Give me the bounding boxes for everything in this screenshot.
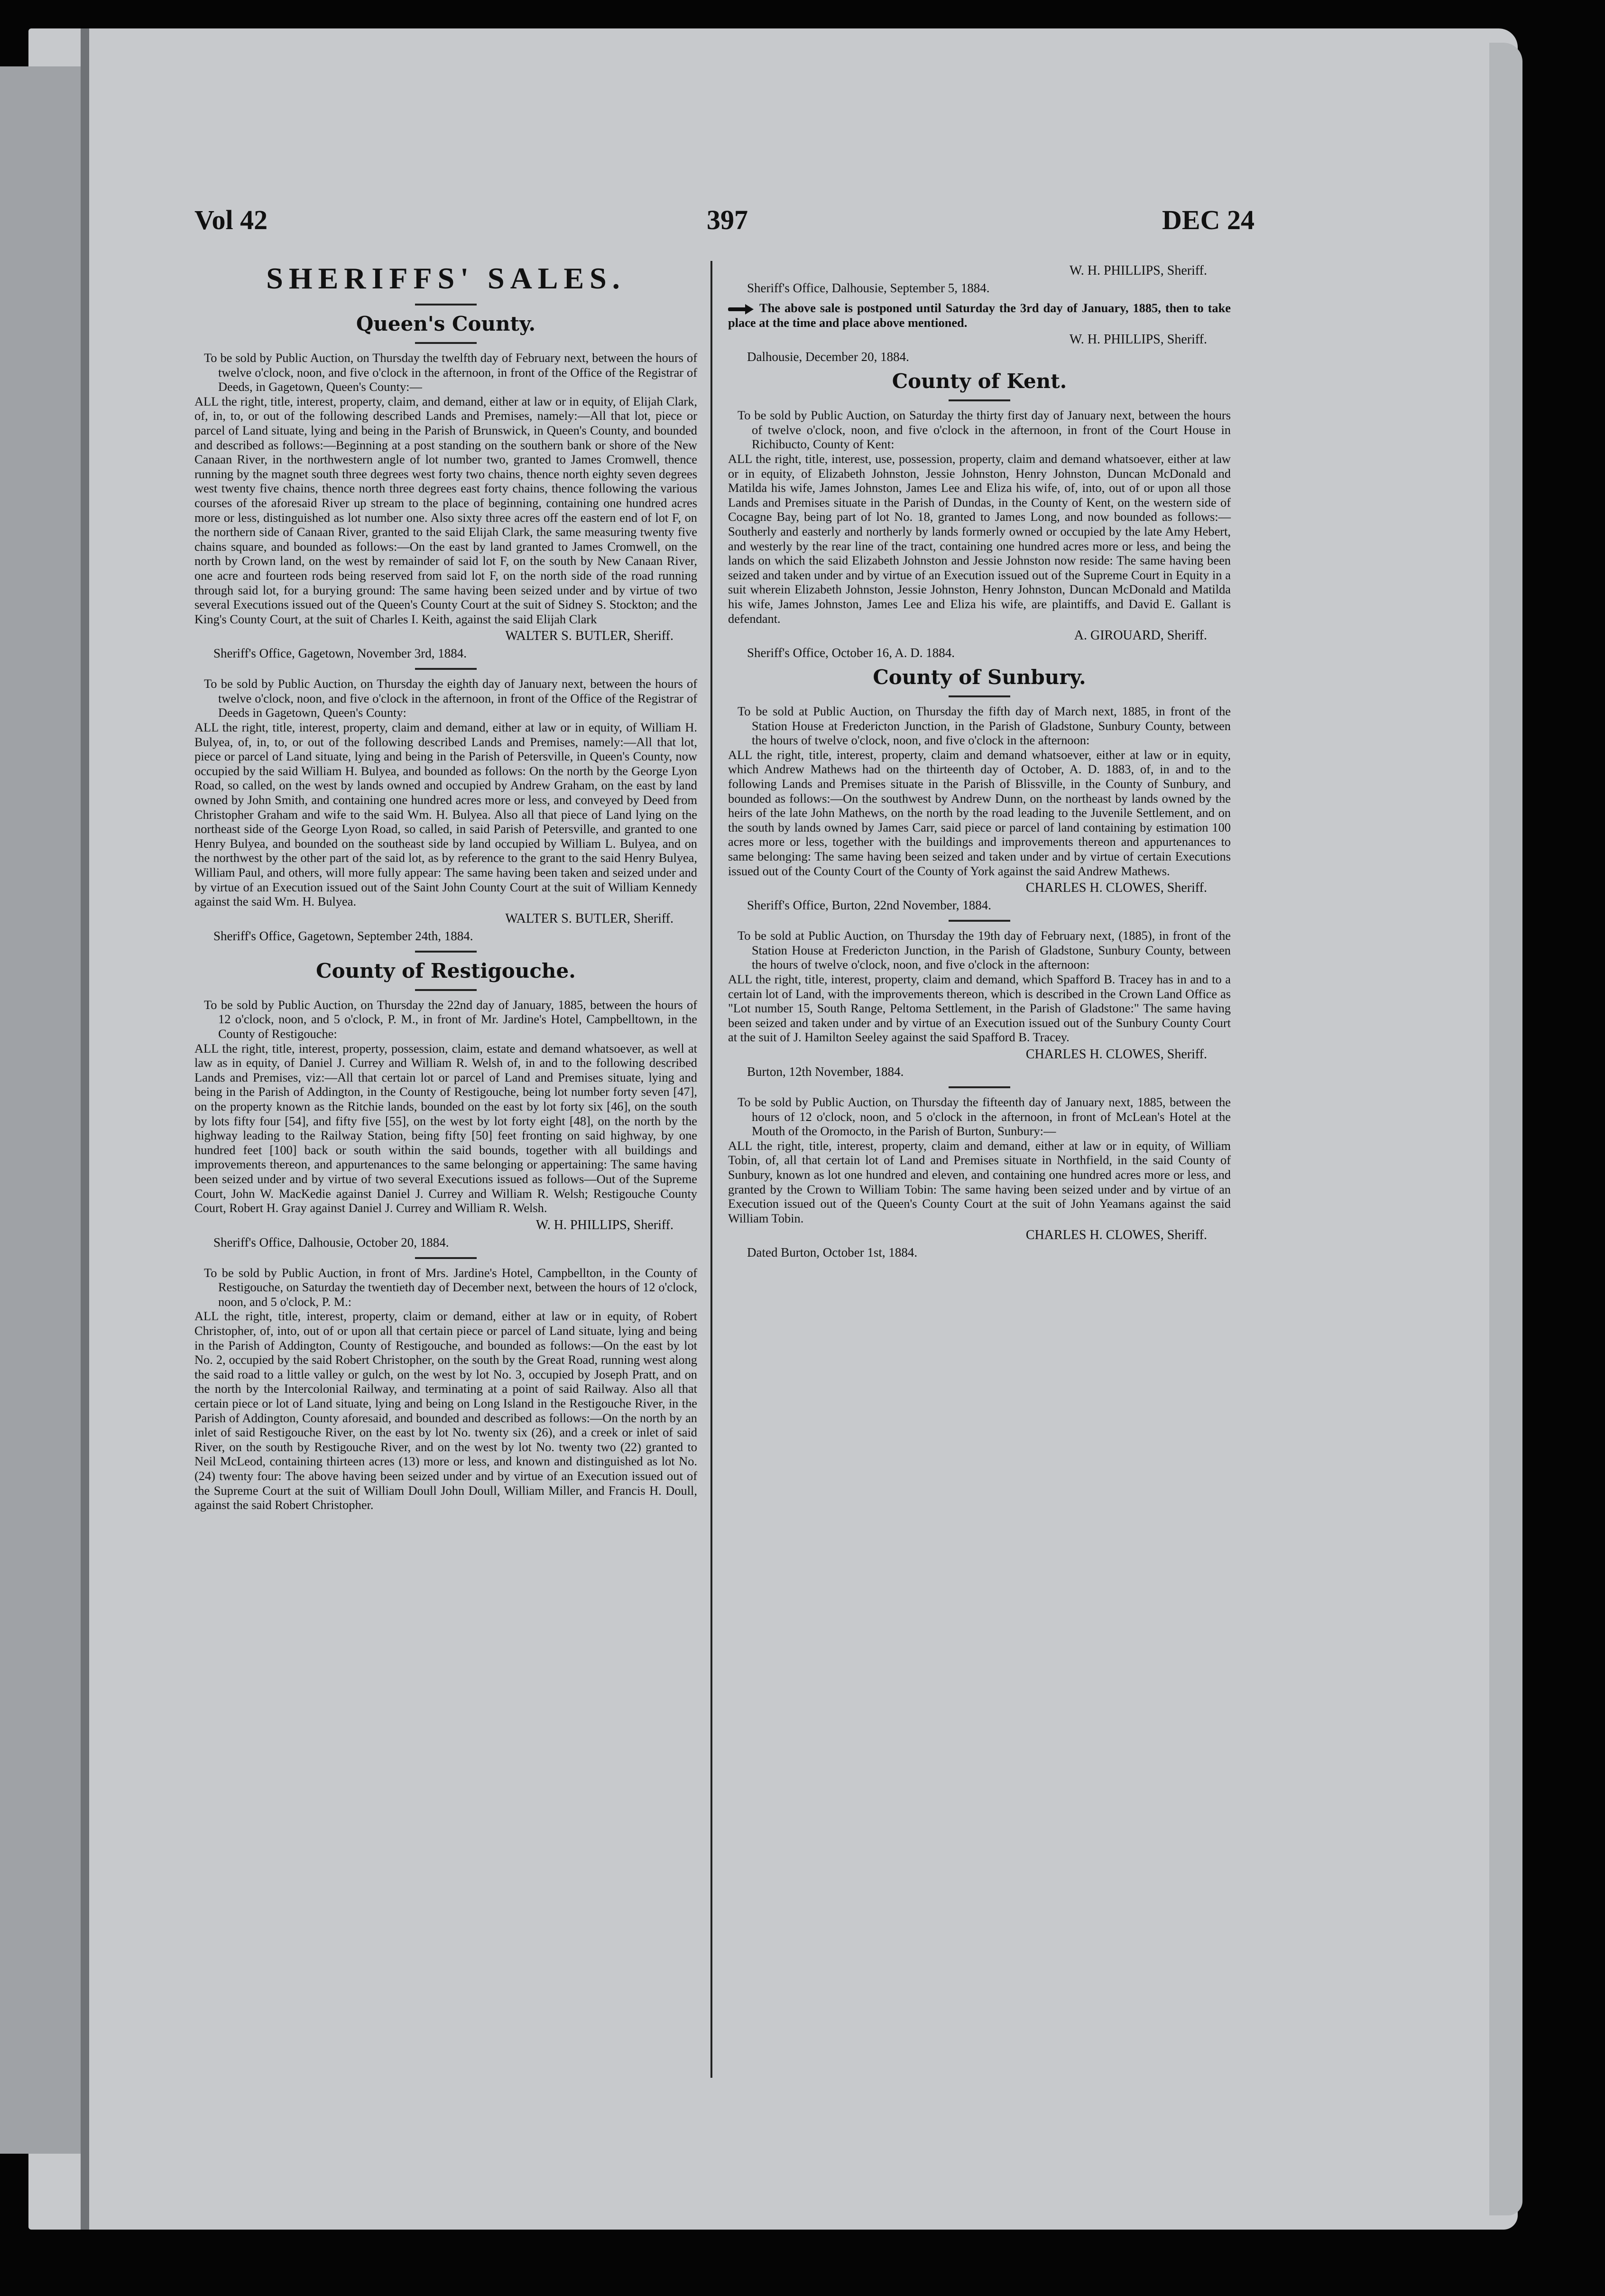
county-heading: County of Kent. (892, 370, 1067, 393)
notice-dateline: Dalhousie, December 20, 1884. (747, 350, 909, 364)
sheriff-signature: CHARLES H. CLOWES, Sheriff. (1025, 1228, 1207, 1243)
notice-dateline: Sheriff's Office, Gagetown, September 24th, 1884. (213, 928, 473, 943)
sheriff-signature: W. H. PHILLIPS, Sheriff. (535, 1217, 673, 1232)
sheriff-signature: W. H. PHILLIPS, Sheriff. (1069, 263, 1207, 278)
notice-dateline: Dated Burton, October 1st, 1884. (747, 1245, 918, 1260)
notice-lead: To be sold by Public Auction, on Thursday the eighth day of January next, between the hours of twelve o'clock, noon, and five o'clock in the afternoon, in front of the Office of the Registrar of Deeds in Gagetown, Queen's County: (204, 676, 697, 720)
notice-body: ALL the right, title, interest, property, claim and demand whatsoever, either at law or in equity, which Andrew Mathews had on the thirteenth day of October, A. D. 1883, of, in and to the following Lands and Premises situate in the Parish of Blissville, in the County of Sunbury, and bounded as follows:—On the southwest by Andrew Dunn, on the northeast by lands owned by the heirs of the late John Mathews, on the north by the road leading to the Juvenile Settlement, and on the south by lands owned by James Carr, said piece or parcel of land containing by estimation 100 acres more or less, together with the buildings and improvements thereon and appurtenances to same belonging: The same having been seized and taken under and by virtue of certain Executions issued out of the County Court of the County of York against the said Andrew Mathews. (728, 747, 1231, 878)
notice-dateline: Sheriff's Office, October 16, A. D. 1884. (747, 646, 955, 660)
notice-queens-2 (194, 676, 697, 944)
notice-kent (728, 370, 1231, 661)
right-column (728, 261, 1231, 1265)
binding-gutter (81, 28, 89, 2230)
notice-body: ALL the right, title, interest, property, claim, and demand, either at law or in equity, of Elijah Clark, of, in, to, or out of the following described Lands and Premises, namely:—All that lot, piece or parcel of Land situate, lying and being in the Parish of Brunswick, in Queen's County, and bounded and described as follows:—Beginning at a post standing on the southern bank or shore of the New Canaan River, in the northwestern angle of lot number two, granted to James Cromwell, thence running by the magnet south three degrees west forty two chains, thence north eighty seven degrees west twenty five chains, thence north three degrees east forty chains, thence following the various courses of the aforesaid River up stream to the place of beginning, containing one hundred acres more or less, distinguished as lot number one. Also sixty three acres off the eastern end of lot F, on the northern side of Canaan River, granted to the said Elijah Clark, the same measuring twenty five chains square, and bounded as follows:—On the east by land granted to James Cromwell, on the north by Crown land, on the west by remainder of said lot F, on the south by New Canaan River, one acre and fourteen rods being reserved from said lot F, on the north side of the road running through said lot, for a burying ground: The same having been seized under and by virtue of two several Executions issued out of the Queen's County Court at the suit of Sidney S. Stockton; and the King's County Court, at the suit of Charles I. Keith, against the said Elijah Clark (194, 394, 697, 626)
sheriff-signature: WALTER S. BUTLER, Sheriff. (505, 629, 673, 644)
sheriff-signature: A. GIROUARD, Sheriff. (1074, 628, 1207, 643)
section-title: SHERIFFS' SALES. (266, 261, 626, 295)
divider (949, 920, 1010, 922)
divider (415, 342, 477, 344)
notice-lead: To be sold by Public Auction, on Thursday the twelfth day of February next, between the hours of twelve o'clock, noon, and five o'clock in the afternoon, in front of the Office of the Registrar of Deeds, in Gagetown, Queen's County:— (204, 351, 697, 394)
notice-sunbury-1 (728, 666, 1231, 913)
divider (949, 695, 1010, 697)
page-content (190, 204, 1290, 2130)
notice-restigouche-2 (194, 1266, 697, 1512)
page-number: 397 (707, 204, 748, 235)
notice-lead: To be sold at Public Auction, on Thursday the 19th day of February next, (1885), in front of the Station House at Fredericton Junction, in the Parish of Gladstone, Sunbury County, between the hours of twelve o'clock, noon, and five o'clock in the afternoon: (738, 928, 1231, 972)
notice-lead: To be sold by Public Auction, on Thursday the 22nd day of January, 1885, between the hours of 12 o'clock, noon, and 5 o'clock, P. M., in front of Mr. Jardine's Hotel, Campbelltown, in the County of Restigouche: (204, 997, 697, 1041)
county-heading: Queen's County. (356, 312, 536, 335)
notice-dateline: Sheriff's Office, Gagetown, November 3rd, 1884. (213, 646, 467, 661)
postponement-notice (728, 301, 1231, 330)
pointing-hand-icon (728, 304, 755, 315)
divider (415, 951, 477, 953)
divider (949, 399, 1010, 401)
county-heading: County of Sunbury. (873, 666, 1086, 689)
notice-restigouche-1 (194, 959, 697, 1250)
sheriff-signature: WALTER S. BUTLER, Sheriff. (505, 911, 673, 926)
left-column (194, 261, 697, 1512)
notice-lead: To be sold by Public Auction, in front of Mrs. Jardine's Hotel, Campbellton, in the County of Restigouche, on Saturday the twentieth day of December next, between the hours of 12 o'clock, noon, and 5 o'clock, P. M.: (204, 1265, 697, 1309)
issue-date: DEC 24 (1162, 204, 1254, 235)
page-edge-right (1489, 43, 1522, 2215)
volume-number: Vol 42 (194, 204, 268, 235)
divider (415, 1257, 477, 1259)
notice-lead: To be sold at Public Auction, on Thursday the fifth day of March next, 1885, in front of the Station House at Fredericton Junction, in the Parish of Gladstone, Sunbury County, between the hours of twelve o'clock, noon, and five o'clock in the afternoon: (738, 704, 1231, 748)
notice-sunbury-2 (728, 928, 1231, 1080)
divider (949, 1086, 1010, 1088)
column-rule (710, 261, 712, 2078)
divider (415, 668, 477, 670)
notice-dateline: Sheriff's Office, Burton, 22nd November, 1884. (747, 898, 991, 913)
divider (415, 989, 477, 991)
notice-dateline: Sheriff's Office, Dalhousie, October 20, 1884. (213, 1235, 449, 1250)
sheriff-signature: CHARLES H. CLOWES, Sheriff. (1025, 1046, 1207, 1062)
notice-sunbury-3 (728, 1095, 1231, 1260)
notice-body: ALL the right, title, interest, property, claim and demand, which Spafford B. Tracey has in and to a certain lot of Land, with the improvements thereon, which is described in the Crown Land Office as "Lot number 15, South Range, Peltoma Settlement, in the Parish of Gladstone:" The same having been seized and taken under and by virtue of an Execution issued out of the Sunbury County Court at the suit of J. Hamilton Seeley against the said Spafford B. Tracey. (728, 972, 1231, 1045)
notice-lead: To be sold by Public Auction, on Saturday the thirty first day of January next, between the hours of twelve o'clock, noon, and five o'clock in the afternoon, in front of the Court House in Richibucto, County of Kent: (738, 408, 1231, 452)
sheriff-signature: CHARLES H. CLOWES, Sheriff. (1025, 880, 1207, 896)
notice-body: ALL the right, title, interest, property, claim and demand, either at law or in equity, of William H. Bulyea, of, in, to, or out of the following described Lands and Premises, namely:—All that lot, piece or parcel of Land situate, lying and being in the Parish of Petersville, in Queen's County, now occupied by the said William H. Bulyea, and bounded as follows: On the north by the George Lyon Road, so called, on the west by lands owned and occupied by Andrew Graham, on the east by land owned by John Smith, and containing one hundred acres more or less, and conveyed by Deed from Christopher Graham and wife to the said Wm. H. Bulyea. Also all that piece of Land lying on the northeast side of the George Lyon Road, so called, in said Parish of Petersville, and granted to one Henry Bulyea, and bounded on the southeast side by land occupied by William L. Bulyea, and on the northwest by the other part of the said lot, as by reference to the grant to the said Henry Bulyea, William Paul, and others, will more fully appear: The same having been taken and seized under and by virtue of an Execution issued out of the Saint John County Court at the suit of William Kennedy against the said Wm. H. Bulyea. (194, 720, 697, 909)
notice-dateline: Sheriff's Office, Dalhousie, September 5, 1884. (747, 281, 990, 295)
notice-dateline: Burton, 12th November, 1884. (747, 1064, 904, 1079)
sheriff-signature: W. H. PHILLIPS, Sheriff. (1069, 332, 1207, 347)
postponement-text: The above sale is postponed until Saturday the 3rd day of January, 1885, then to take place at the time and place above mentioned. (728, 301, 1231, 330)
notice-body: ALL the right, title, interest, property, claim or demand, either at law or in equity, of Robert Christopher, of, into, out of or upon all that certain piece or parcel of Land situate, lying and being in the Parish of Addington, County of Restigouche, and bounded as follows:—On the east by lot No. 2, occupied by the said Robert Christopher, on the south by the Great Road, running west along the said road to a little valley or gulch, on the west by lot No. 3, occupied by Joseph Pratt, and on the north by the Intercolonial Railway, and terminating at a point of said Railway. Also all that certain piece or lot of Land situate, lying and being on Long Island in the Restigouche River, in the Parish of Addington, County aforesaid, and bounded and described as follows:—On the north by an inlet of said Restigouche River, on the east by lot No. twenty six (26), and a creek or inlet of said River, on the south by Restigouche River, and on the west by lot No. twenty two (22) granted to Neil McLeod, containing thirteen acres (13) more or less, and known and distinguished as lot No. (24) twenty four: The above having been seized under and by virtue of an Execution issued out of the Supreme Court at the suit of William Doull John Doull, William Miller, and Francis H. Doull, against the said Robert Christopher. (194, 1309, 697, 1512)
notice-lead: To be sold by Public Auction, on Thursday the fifteenth day of January next, 1885, between the hours of 12 o'clock, noon, and 5 o'clock in the afternoon, in front of McLean's Hotel at the Mouth of the Oromocto, in the Parish of Burton, Sunbury:— (738, 1094, 1231, 1139)
facing-page-edge (0, 66, 81, 2154)
notice-body: ALL the right, title, interest, property, possession, claim, estate and demand whatsoever, as well at law as in equity, of Daniel J. Currey and William R. Welsh of, in and to the following described Lands and Premises, viz:—All that certain lot or parcel of Land and Premises situate, lying and being in the Parish of Addington, in the County of Restigouche, being lot number forty seven [47], on the property known as the Ritchie lands, bounded on the east by lot forty six [46], on the south by lots fifty four [54], and fifty five [55], on the west by lot forty eight [48], on the north by the highway leading to the Railway Station, being fifty [50] feet fronting on said highway, by one hundred feet [100] back or south within the said bounds, together with all buildings and improvements thereon, and appurtenances to the same belonging or appertaining: The same having been seized under and by virtue of two several Executions issued as follows—Out of the Supreme Court, John W. MacKedie against Daniel J. Currey and William R. Welsh; Restigouche County Court, Robert H. Gray against Daniel J. Currey and William R. Welsh. (194, 1041, 697, 1215)
notice-restigouche-2-continued (728, 263, 1231, 365)
notice-body: ALL the right, title, interest, use, possession, property, claim and demand whatsoever, either at law or in equity, of Elizabeth Johnston, Jessie Johnston, Henry Johnston, Duncan McDonald and Matilda his wife, James Johnston, James Lee and Eliza his wife, of, into, out of or upon all those Lands and Premises situate in the Parish of Dundas, in the County of Kent, on the western side of Cocagne Bay, being part of lot No. 18, granted to James Long, and now bounded as follows:—Southerly and easterly and northerly by lands formerly owned or occupied by the late Amy Hebert, and westerly by the rear line of the tract, containing one hundred acres more or less, and being the lands on which the said Elizabeth Johnston and Jessie Johnston now reside: The same having been seized and taken under and by virtue of an Execution issued out of the Supreme Court in Equity in a suit wherein Elizabeth Johnston, Jessie Johnston, Henry Johnston, Duncan McDonald and Matilda his wife, James Johnston, James Lee and Eliza his wife, are plaintiffs, and David E. Gallant is defendant. (728, 451, 1231, 626)
divider (415, 304, 477, 306)
notice-body: ALL the right, title, interest, property, claim and demand, either at law or in equity, of William Tobin, of, all that certain lot of Land and Premises situate in Northfield, in the said County of Sunbury, known as lot one hundred and eleven, and containing one hundred acres more or less, and granted by the Crown to William Tobin: The same having been seized under and by virtue of an Execution issued out of the Queen's County Court at the suit of John Yeamans against the said William Tobin. (728, 1138, 1231, 1225)
county-heading: County of Restigouche. (316, 959, 576, 982)
notice-queens-1 (194, 312, 697, 661)
